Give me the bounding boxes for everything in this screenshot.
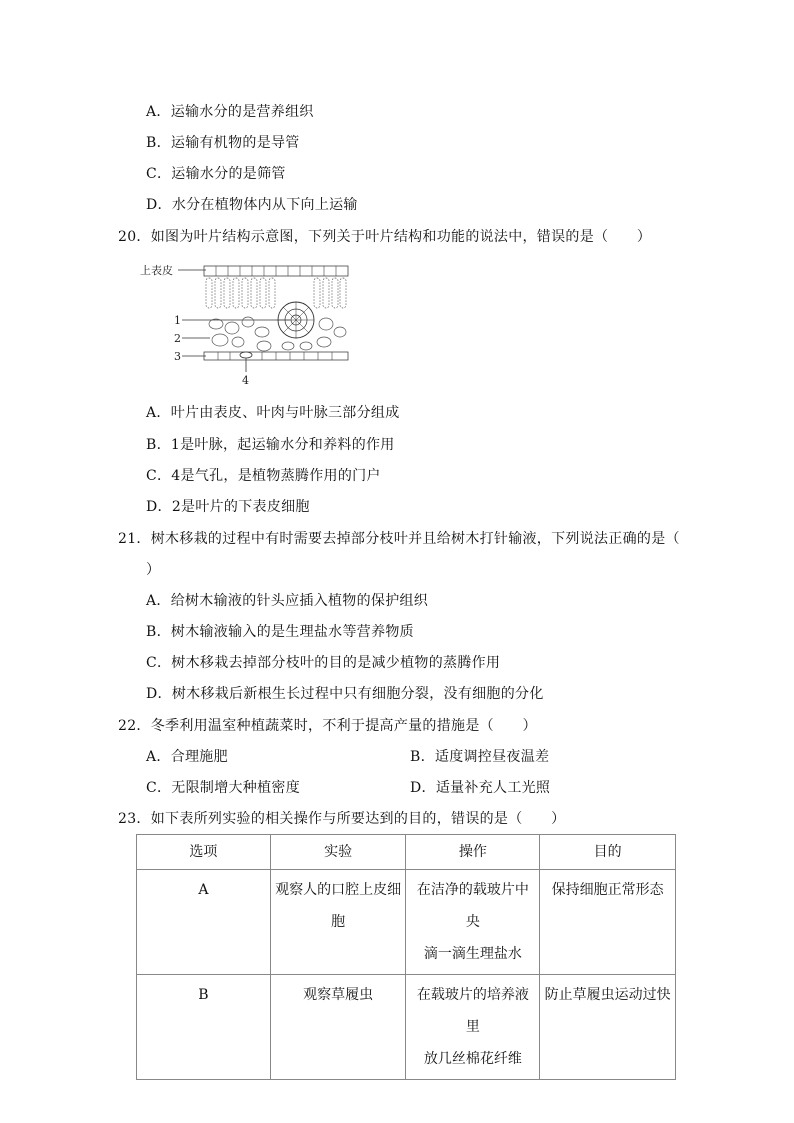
cell-purpose: 保持细胞正常形态: [540, 870, 676, 975]
cell-experiment: [270, 870, 406, 975]
label-2: 2: [174, 332, 181, 345]
q22-stem: 22．冬季利用温室种植蔬菜时，不利于提高产量的措施是（ ）: [118, 718, 537, 734]
cell-operation: [406, 975, 540, 1080]
cell-operation-line2: 滴一滴生理盐水: [423, 946, 522, 962]
label-1: 1: [174, 314, 181, 327]
cell-option: B: [137, 975, 271, 1080]
header-purpose: 目的: [540, 835, 676, 870]
cell-option: A: [137, 870, 271, 975]
q21-option-a: A．给树木输液的针头应插入植物的保护组织: [146, 593, 429, 609]
header-experiment: 实验: [270, 835, 406, 870]
cell-experiment-line2: 胞: [331, 914, 346, 930]
q19-option-d: D．水分在植物体内从下向上运输: [146, 197, 358, 213]
q21-option-b: B．树木输液输入的是生理盐水等营养物质: [146, 624, 414, 640]
q19-option-b: B．运输有机物的是导管: [146, 135, 300, 151]
table-row: [137, 975, 676, 1080]
q20-stem: 20．如图为叶片结构示意图，下列关于叶片结构和功能的说法中，错误的是（ ）: [118, 229, 652, 245]
label-3: 3: [174, 350, 181, 363]
header-option: 选项: [137, 835, 271, 870]
cell-experiment-line1: 观察人的口腔上皮细: [275, 882, 402, 898]
q22-option-c: C．无限制增大种植密度: [146, 780, 301, 796]
cell-purpose: 防止草履虫运动过快: [540, 975, 676, 1080]
table-header-row: [137, 835, 676, 870]
cell-operation-line1: 在载玻片的培养液里: [416, 987, 529, 1035]
q21-option-d: D．树木移栽后新根生长过程中只有细胞分裂，没有细胞的分化: [146, 686, 544, 702]
cell-operation-line1: 在洁净的载玻片中央: [416, 882, 529, 930]
cell-operation: [406, 870, 540, 975]
label-upper-epidermis: 上表皮: [140, 264, 173, 277]
label-4: 4: [242, 374, 249, 387]
q23-stem: 23．如下表所列实验的相关操作与所要达到的目的，错误的是（ ）: [118, 811, 566, 827]
q20-option-a: A．叶片由表皮、叶肉与叶脉三部分组成: [146, 405, 400, 421]
q19-option-c: C．运输水分的是筛管: [146, 166, 286, 182]
q20-option-d: D．2是叶片的下表皮细胞: [146, 499, 310, 515]
cell-experiment: 观察草履虫: [270, 975, 406, 1080]
q21-option-c: C．树木移栽去掉部分枝叶的目的是减少植物的蒸腾作用: [146, 655, 501, 671]
q22-option-b: B．适度调控昼夜温差: [410, 749, 550, 765]
cell-operation-line2: 放几丝棉花纤维: [423, 1051, 522, 1067]
header-operation: 操作: [406, 835, 540, 870]
q22-option-d: D．适量补充人工光照: [410, 780, 551, 796]
q20-option-c: C．4是气孔，是植物蒸腾作用的门户: [146, 468, 381, 484]
q19-option-a: A．运输水分的是营养组织: [146, 104, 314, 120]
q21-stem-line1: 21．树木移栽的过程中有时需要去掉部分枝叶并且给树木打针输液，下列说法正确的是（: [118, 531, 680, 547]
leaf-structure-diagram: [140, 262, 360, 388]
table-row: [137, 870, 676, 975]
q22-option-a: A．合理施肥: [146, 749, 228, 765]
q21-stem-line2: ）: [146, 562, 161, 578]
q20-option-b: B．1是叶脉，起运输水分和养料的作用: [146, 437, 395, 453]
experiment-table: [136, 834, 676, 1080]
